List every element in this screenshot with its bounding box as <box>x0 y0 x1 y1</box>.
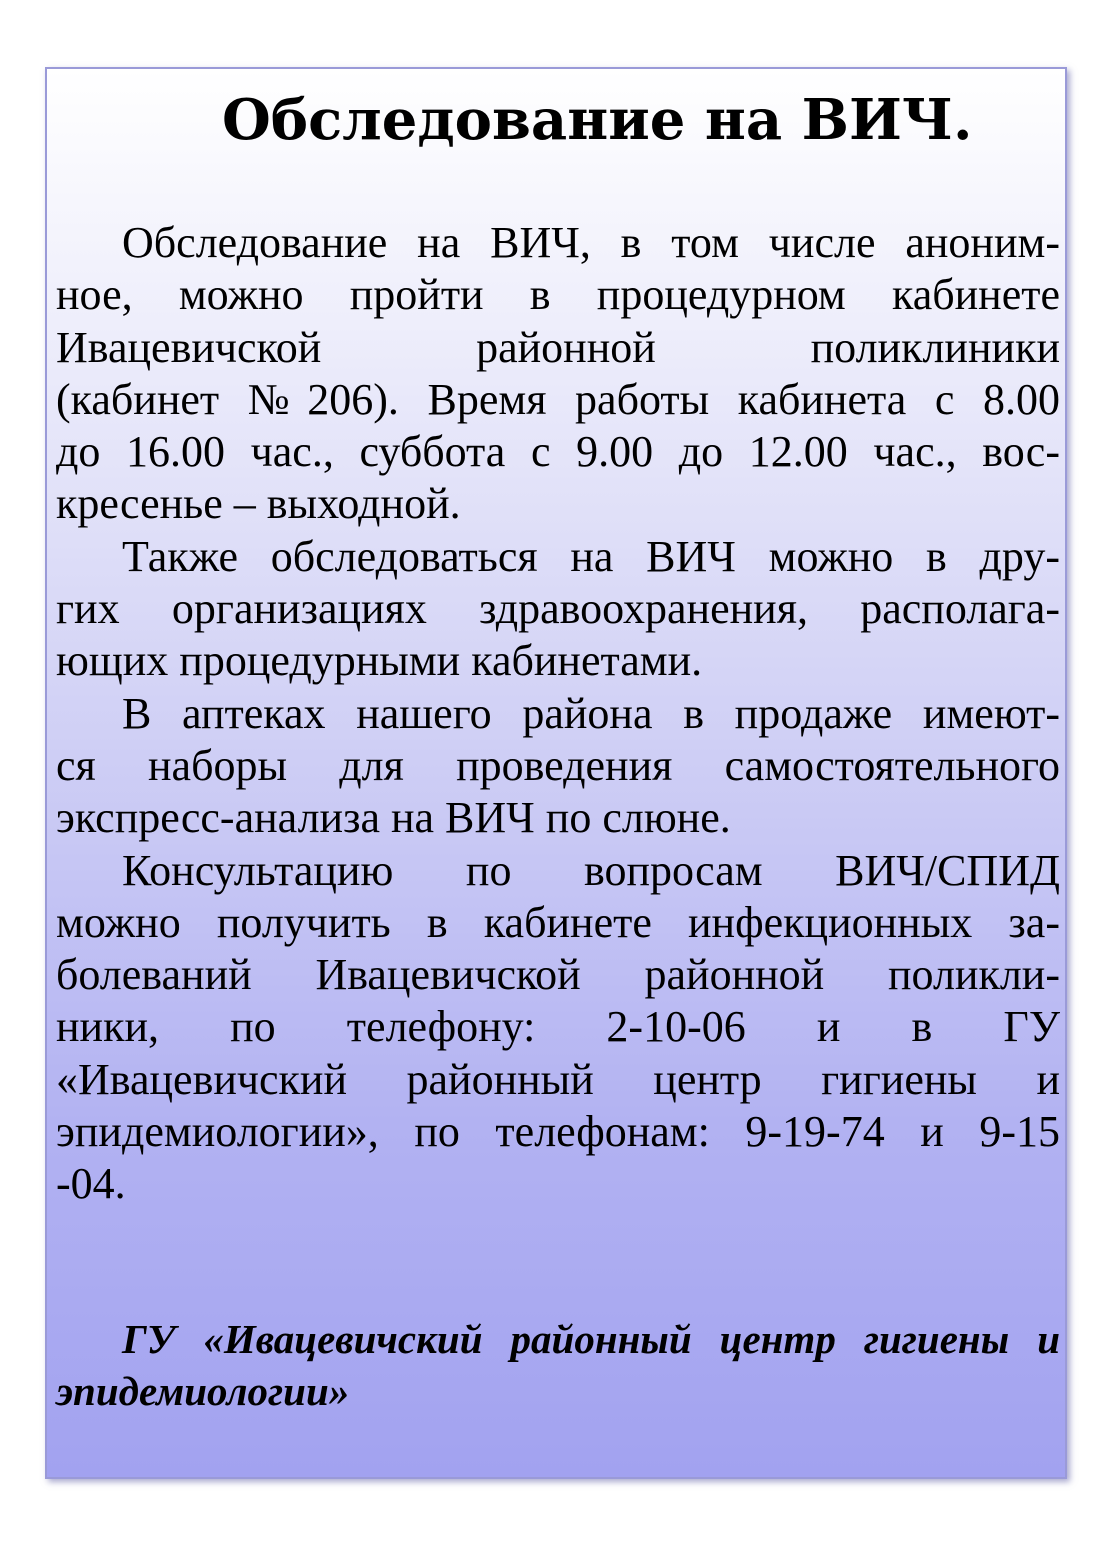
text-line: В аптеках нашего района в продаже имеют- <box>122 688 1060 738</box>
text-line: ся наборы для проведения самостоятельного <box>56 740 1060 790</box>
info-card <box>45 67 1067 1479</box>
text-line: экспресс-анализа на ВИЧ по слюне. <box>56 793 731 843</box>
document-title: Обследование на ВИЧ. <box>222 87 973 153</box>
text-line: Обследование на ВИЧ, в том числе аноним- <box>122 218 1060 267</box>
text-line: эпидемиологии», по телефонам: 9-19-74 и 9-15 <box>56 1107 1060 1157</box>
text-line: ное, можно пройти в процедурном кабинете <box>56 270 1060 320</box>
text-line: до 16.00 час., суббота с 9.00 до 12.00 час., вос- <box>56 427 1060 477</box>
text-line: гих организациях здравоохранения, располага- <box>56 584 1060 634</box>
text-line: ющих процедурными кабинетами. <box>56 636 703 686</box>
text-line: Также обследоваться на ВИЧ можно в дру- <box>122 531 1060 581</box>
paragraph-consultation <box>56 845 1060 1211</box>
text-line: Ивацевичской районной поликлиники <box>56 322 1060 372</box>
paragraph-other-organizations <box>56 531 1060 688</box>
text-line: -04. <box>56 1159 126 1209</box>
text-line: Консультацию по вопросам ВИЧ/СПИД <box>122 845 1060 895</box>
signature-block <box>56 1313 1060 1417</box>
text-line: ники, по телефону: 2-10-06 и в ГУ <box>56 1002 1060 1052</box>
document-body <box>56 217 1060 1211</box>
signature-line: ГУ «Ивацевичский районный центр гигиены и <box>122 1316 1060 1362</box>
text-line: кресенье – выходной. <box>56 479 461 529</box>
paragraph-testing-location <box>56 217 1060 531</box>
signature-line: эпидемиологии» <box>56 1368 350 1414</box>
paragraph-pharmacy-kits <box>56 688 1060 845</box>
text-line: болеваний Ивацевичской районной поликли- <box>56 950 1060 1000</box>
text-line: «Ивацевичский районный центр гигиены и <box>56 1054 1060 1104</box>
text-line: (кабинет №206). Время работы кабинета с 8.00 <box>56 374 1060 424</box>
text-line: можно получить в кабинете инфекционных за- <box>56 897 1060 947</box>
